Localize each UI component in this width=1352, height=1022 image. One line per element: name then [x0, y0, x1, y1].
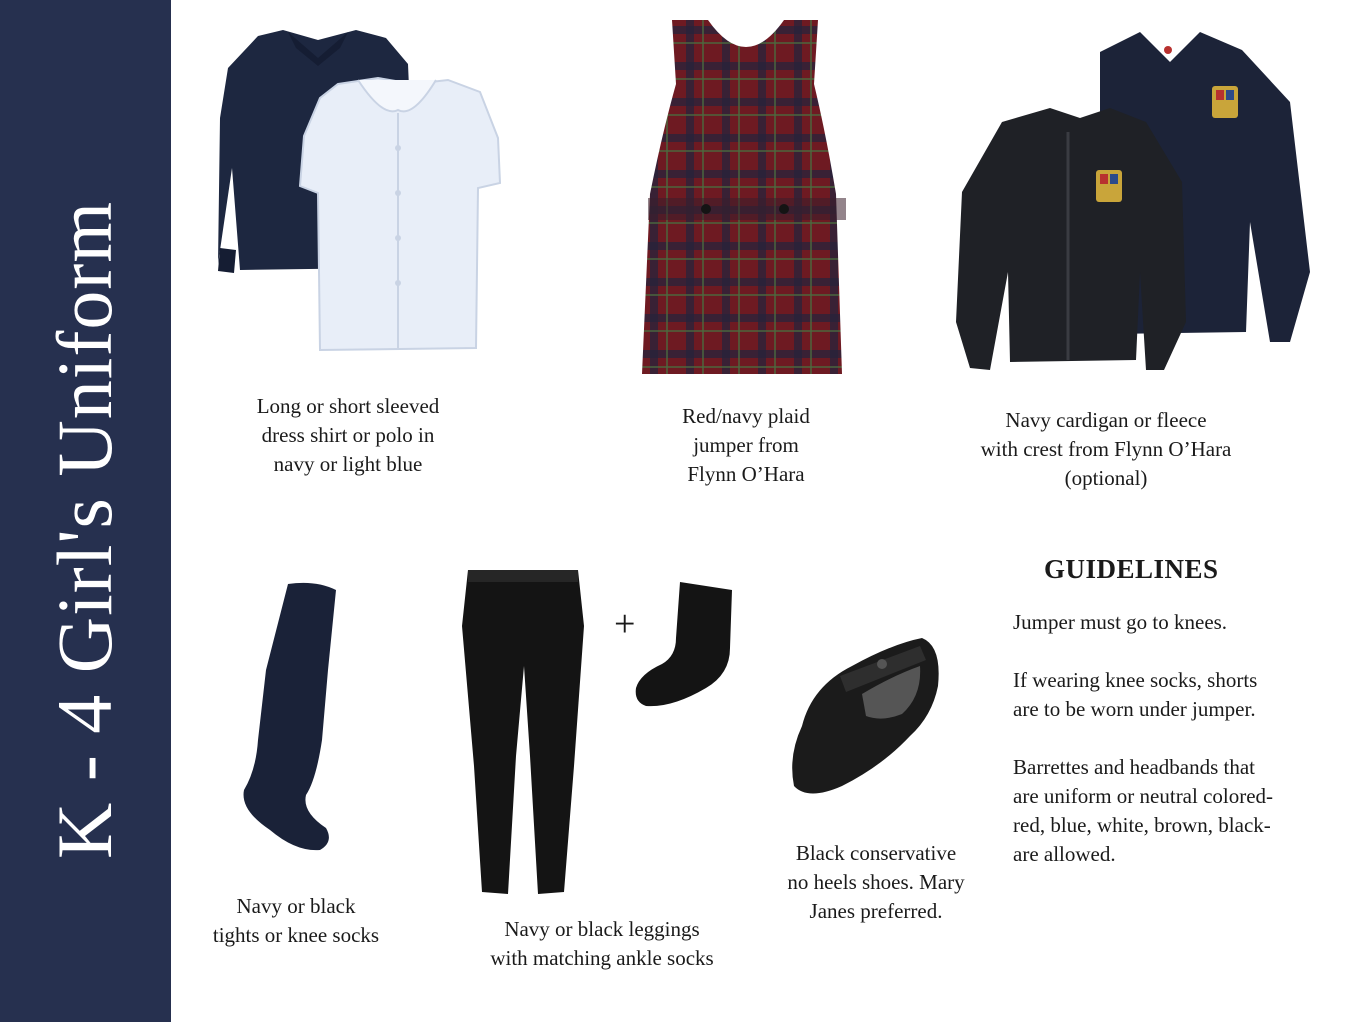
shirt-caption: Long or short sleeved dress shirt or polo in navy or light blue: [256, 394, 440, 476]
sidebar-banner: [0, 0, 171, 1022]
leggings-caption: Navy or black leggings with matching ankle socks: [490, 917, 714, 970]
guideline-knee-socks: If wearing knee socks, shorts are to be worn under jumper.: [1013, 668, 1258, 721]
sock-caption: Navy or black tights or knee socks: [212, 894, 380, 947]
plaid-jumper-photo: [636, 14, 858, 380]
cardigan-caption: Navy cardigan or fleece with crest from Flynn O’Hara (optional): [980, 408, 1232, 490]
page-title: K - 4 Girl's Uniform: [41, 201, 128, 859]
ankle-sock-icon: [632, 578, 744, 712]
guideline-jumper: Jumper must go to knees.: [1013, 610, 1228, 634]
mary-jane-shoe-photo: [782, 626, 944, 806]
knee-sock-photo: [236, 580, 346, 855]
shirt-and-polo-photo: [208, 18, 508, 363]
leggings-and-ankle-sock-photo: [460, 566, 590, 900]
jumper-caption: Red/navy plaid jumper from Flynn O’Hara: [682, 404, 810, 486]
guidelines-heading: GUIDELINES: [1044, 554, 1219, 584]
plus-sign: +: [614, 603, 636, 645]
shoe-caption: Black conservative no heels shoes. Mary Janes preferred.: [787, 841, 965, 923]
cardigan-and-fleece-photo: [950, 22, 1322, 372]
guideline-hair-accessories: Barrettes and headbands that are uniform or neutral colored- red, blue, white, brown, black- are allowed.: [1013, 755, 1274, 866]
